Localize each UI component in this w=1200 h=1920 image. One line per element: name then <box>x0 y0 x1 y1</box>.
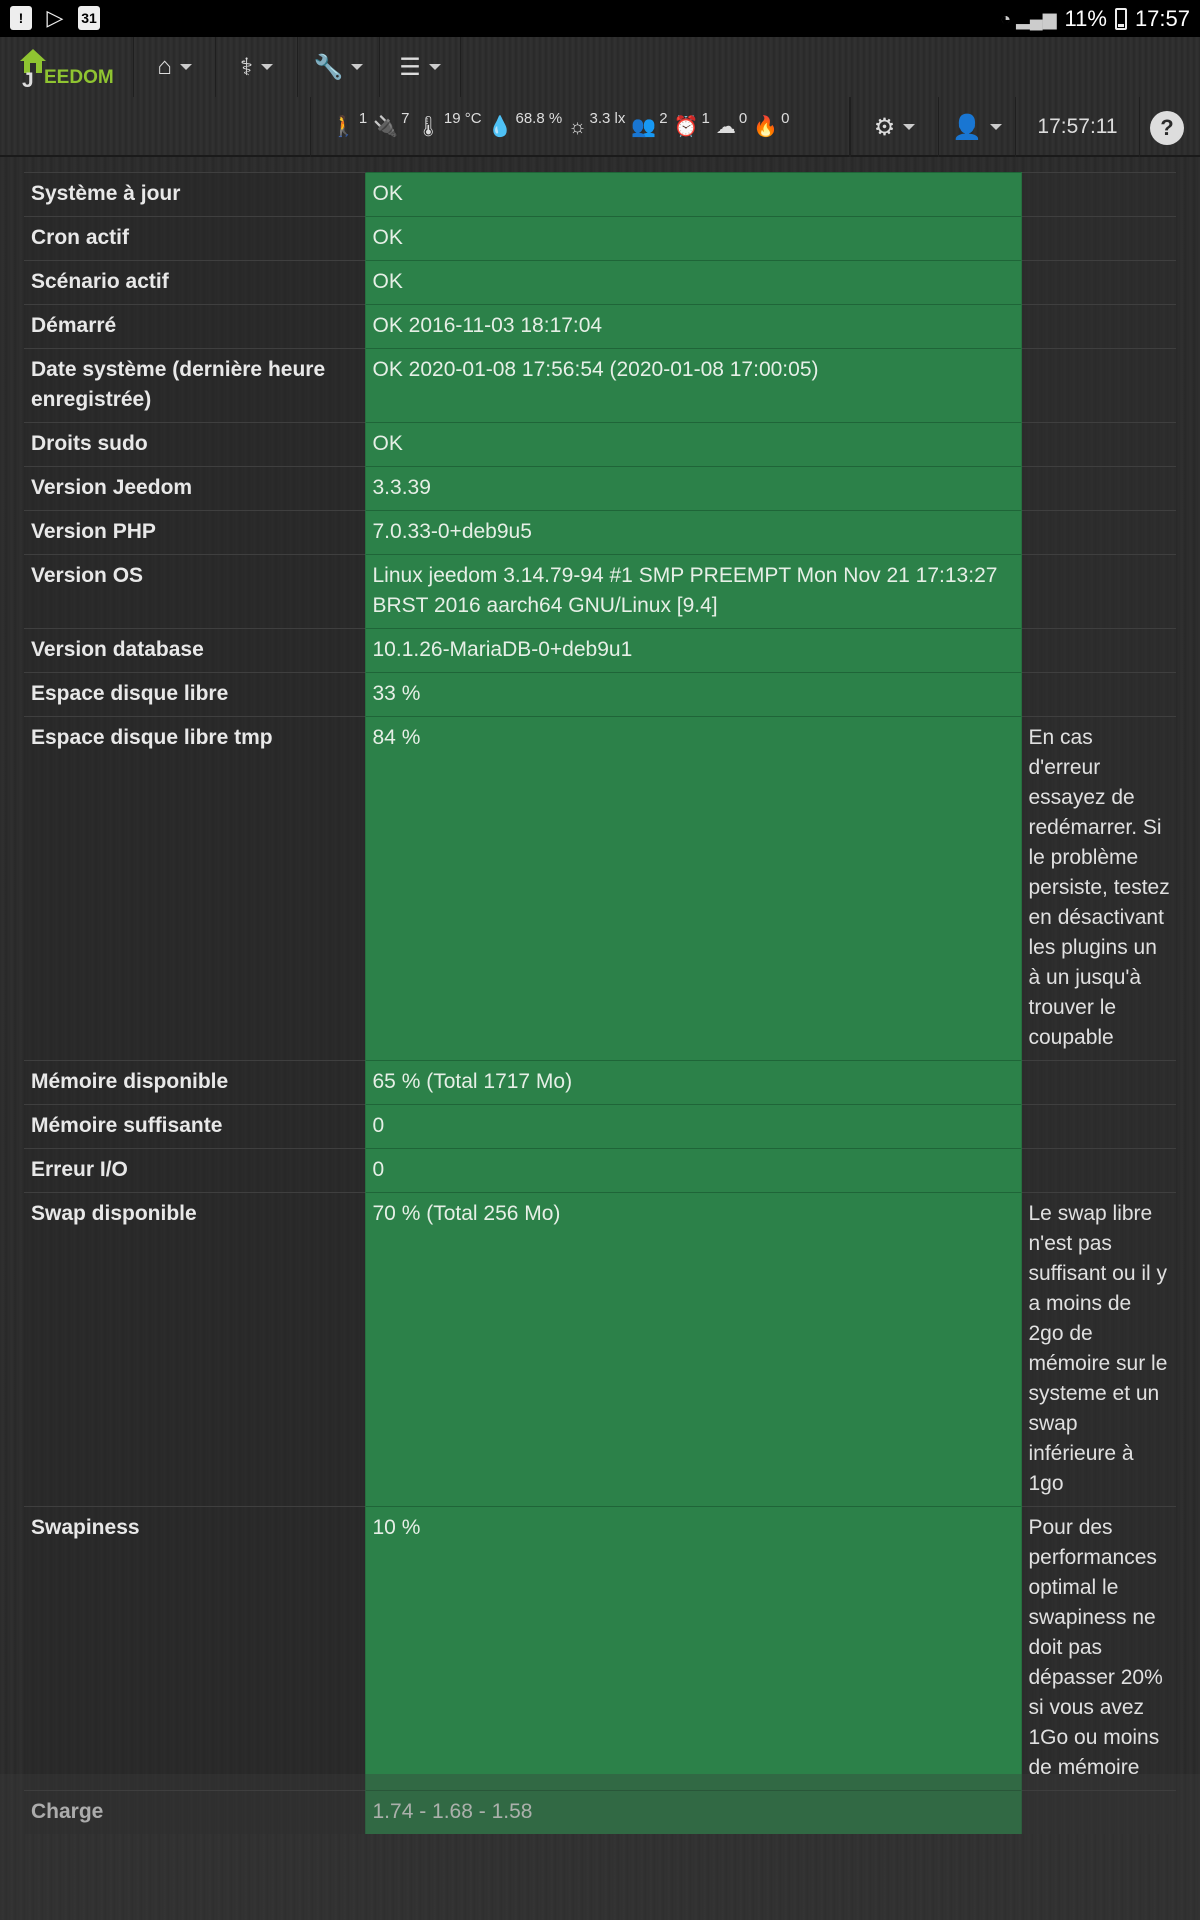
luminosity-icon: ☼ <box>568 116 587 138</box>
settings-menu-button[interactable] <box>850 97 938 157</box>
table-row <box>24 423 1176 467</box>
table-row <box>24 1149 1176 1193</box>
clock: 17:57:11 <box>1015 97 1140 157</box>
row-value: OK <box>365 217 1021 261</box>
status-bar-left <box>10 6 100 30</box>
row-value: OK <box>365 173 1021 217</box>
row-label: Scénario actif <box>24 261 365 305</box>
table-row <box>24 261 1176 305</box>
chevron-down-icon <box>261 64 273 70</box>
summary-value: 2 <box>659 110 668 127</box>
plug-icon: 🔌 <box>373 116 399 138</box>
row-label: Version OS <box>24 555 365 629</box>
user-icon: 👤 <box>952 113 982 141</box>
navbar-top-row <box>0 37 1200 97</box>
row-value: 33 % <box>365 673 1021 717</box>
battery-icon <box>1115 8 1127 30</box>
table-row <box>24 629 1176 673</box>
logo-text: EEDOM <box>44 67 114 88</box>
row-value: 84 % <box>365 717 1021 1061</box>
chevron-down-icon <box>990 124 1002 130</box>
summary-info-bar <box>310 97 850 157</box>
table-row <box>24 555 1176 629</box>
row-label: Démarré <box>24 305 365 349</box>
row-value: OK <box>365 261 1021 305</box>
health-table-container <box>24 172 1176 1834</box>
row-note <box>1021 629 1176 673</box>
calendar-icon: 31 <box>78 6 100 30</box>
row-note <box>1021 1061 1176 1105</box>
row-label: Système à jour <box>24 173 365 217</box>
chevron-down-icon <box>351 64 363 70</box>
table-row <box>24 1507 1176 1791</box>
home-icon: ⌂ <box>157 53 172 80</box>
table-row <box>24 467 1176 511</box>
row-value: 1.74 - 1.68 - 1.58 <box>365 1791 1021 1835</box>
table-row <box>24 217 1176 261</box>
summary-item-fire[interactable] <box>753 110 790 138</box>
chevron-down-icon <box>429 64 441 70</box>
table-row <box>24 1193 1176 1507</box>
table-row <box>24 511 1176 555</box>
wifi-signal-icon: ◔ ▂▄▆ <box>1000 8 1057 29</box>
row-label: Version database <box>24 629 365 673</box>
row-label: Cron actif <box>24 217 365 261</box>
row-note: En cas d'erreur essayez de redémarrer. Si le problème persiste, testez en désactivant les plugins un à un jusqu'à trouver le coupable <box>1021 717 1176 1061</box>
row-label: Date système (dernière heure enregistrée) <box>24 349 365 423</box>
table-row <box>24 173 1176 217</box>
row-value: 10.1.26-MariaDB-0+deb9u1 <box>365 629 1021 673</box>
table-row <box>24 1105 1176 1149</box>
row-label: Swap disponible <box>24 1193 365 1507</box>
row-label: Mémoire disponible <box>24 1061 365 1105</box>
row-note <box>1021 555 1176 629</box>
row-label: Espace disque libre <box>24 673 365 717</box>
row-note: Pour des performances optimal le swapiness ne doit pas dépasser 20% si vous avez 1Go ou moins de mémoire <box>1021 1507 1176 1791</box>
jeedom-logo[interactable] <box>18 47 128 92</box>
status-bar-right <box>1000 6 1190 32</box>
row-value: 3.3.39 <box>365 467 1021 511</box>
summary-value: 1 <box>358 110 368 127</box>
status-time: 17:57 <box>1134 6 1190 31</box>
tasks-list-icon: ☰ <box>399 53 421 81</box>
row-label: Mémoire suffisante <box>24 1105 365 1149</box>
thermometer-icon: 🌡 <box>415 116 441 138</box>
table-row <box>24 1791 1176 1835</box>
rain-icon: ☁ <box>715 116 736 138</box>
gears-icon: ⚙ <box>873 113 896 141</box>
status-bar <box>0 0 1200 37</box>
table-row <box>24 673 1176 717</box>
summary-item-people[interactable] <box>631 110 668 138</box>
row-label: Version PHP <box>24 511 365 555</box>
row-note <box>1021 1149 1176 1193</box>
summary-item-motion[interactable] <box>331 110 368 138</box>
summary-item-luminosity[interactable] <box>568 110 626 138</box>
row-value: 65 % (Total 1717 Mo) <box>365 1061 1021 1105</box>
play-store-icon: ▷ <box>46 5 64 30</box>
table-row <box>24 305 1176 349</box>
logo-letter: J <box>22 69 34 92</box>
alarm-icon: ⏰ <box>673 116 699 138</box>
summary-value: 68.8 % <box>515 110 563 127</box>
navbar <box>0 37 1200 157</box>
row-label: Swapiness <box>24 1507 365 1791</box>
row-note <box>1021 173 1176 217</box>
row-value: 7.0.33-0+deb9u5 <box>365 511 1021 555</box>
row-note <box>1021 511 1176 555</box>
summary-item-rain[interactable] <box>715 110 748 138</box>
analysis-menu-button[interactable] <box>215 37 297 97</box>
row-value: OK <box>365 423 1021 467</box>
table-row <box>24 349 1176 423</box>
tools-menu-button[interactable] <box>297 37 379 97</box>
row-note <box>1021 673 1176 717</box>
row-label: Espace disque libre tmp <box>24 717 365 1061</box>
row-note <box>1021 261 1176 305</box>
row-note: Le swap libre n'est pas suffisant ou il y a moins de 2go de mémoire sur le systeme et un swap inférieure à 1go <box>1021 1193 1176 1507</box>
row-note <box>1021 1791 1176 1835</box>
summary-item-alarm[interactable] <box>673 110 710 138</box>
row-value: OK 2016-11-03 18:17:04 <box>365 305 1021 349</box>
plugins-menu-button[interactable] <box>379 37 461 97</box>
home-menu-button[interactable] <box>133 37 215 97</box>
row-value: OK 2020-01-08 17:56:54 (2020-01-08 17:00:05) <box>365 349 1021 423</box>
wrench-icon: 🔧 <box>313 53 344 81</box>
chevron-down-icon <box>180 64 192 70</box>
row-value: 0 <box>365 1149 1021 1193</box>
health-table <box>24 172 1176 1834</box>
motion-icon: 🚶 <box>331 116 356 138</box>
summary-value: 0 <box>738 110 748 127</box>
chevron-down-icon <box>903 124 915 130</box>
row-label: Charge <box>24 1791 365 1835</box>
row-value: 0 <box>365 1105 1021 1149</box>
row-value: 70 % (Total 256 Mo) <box>365 1193 1021 1507</box>
help-icon[interactable]: ? <box>1150 111 1184 145</box>
row-label: Erreur I/O <box>24 1149 365 1193</box>
row-value: 10 % <box>365 1507 1021 1791</box>
row-label: Droits sudo <box>24 423 365 467</box>
row-label: Version Jeedom <box>24 467 365 511</box>
row-note <box>1021 349 1176 423</box>
summary-value: 7 <box>401 110 410 127</box>
people-icon: 👥 <box>631 116 657 138</box>
row-value: Linux jeedom 3.14.79-94 #1 SMP PREEMPT Mon Nov 21 17:13:27 BRST 2016 aarch64 GNU/Linux [9.4] <box>365 555 1021 629</box>
row-note <box>1021 217 1176 261</box>
user-menu-button[interactable] <box>938 97 1015 157</box>
summary-item-thermometer[interactable] <box>415 110 482 138</box>
humidity-icon: 💧 <box>487 116 513 138</box>
summary-value: 3.3 lx <box>589 110 626 127</box>
row-note <box>1021 305 1176 349</box>
table-row <box>24 717 1176 1061</box>
table-row <box>24 1061 1176 1105</box>
fire-icon: 🔥 <box>753 116 779 138</box>
row-note <box>1021 467 1176 511</box>
summary-item-plug[interactable] <box>373 110 410 138</box>
alert-icon: ! <box>10 6 32 30</box>
battery-percent: 11% <box>1064 6 1107 31</box>
summary-item-humidity[interactable] <box>487 110 563 138</box>
stethoscope-icon: ⚕ <box>240 53 253 81</box>
row-note <box>1021 423 1176 467</box>
summary-value: 1 <box>701 110 710 127</box>
summary-value: 0 <box>781 110 790 127</box>
row-note <box>1021 1105 1176 1149</box>
navbar-bottom-row <box>0 97 1200 157</box>
summary-value: 19 °C <box>443 110 482 127</box>
